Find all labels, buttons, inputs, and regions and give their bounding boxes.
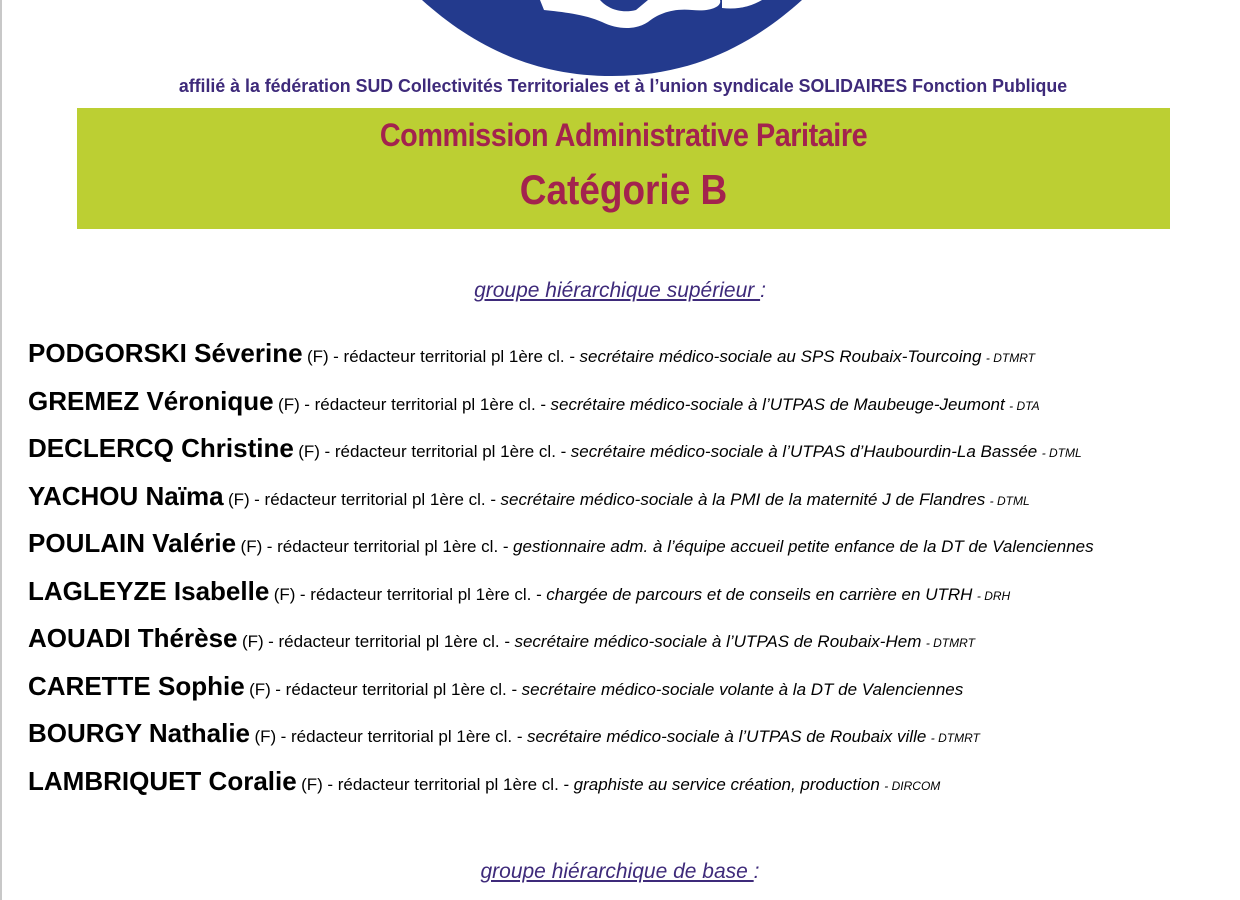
member-gender: (F) [273,584,296,604]
member-post: graphiste au service création, production [573,774,880,794]
union-logo [422,0,802,78]
member-direction: - DTMRT [925,636,975,650]
member-row [28,428,1228,476]
member-row [28,333,1228,381]
member-list [28,333,1228,808]
member-name: AOUADI Thérèse [28,623,238,653]
member-grade: - rédacteur territorial pl 1ère cl. - [299,584,542,604]
group-title-base-label: groupe hiérarchique de base [480,860,754,883]
member-name: POULAIN Valérie [28,528,237,558]
member-name: PODGORSKI Séverine [28,338,303,368]
member-post: secrétaire médico-sociale volante à la DT de Valenciennes [521,679,964,699]
member-grade: - rédacteur territorial pl 1ère cl. - [324,442,567,461]
member-grade: - rédacteur territorial pl 1ère cl. - [275,679,518,699]
member-post: secrétaire médico-sociale à l’UTPAS de Maubeuge-Jeumont [550,394,1005,414]
member-post: chargée de parcours et de conseils en carrière en UTRH [546,584,973,604]
member-gender: (F) [228,489,250,509]
member-name: LAMBRIQUET Coralie [28,765,297,796]
member-post: secrétaire médico-sociale à l’UTPAS de Roubaix-Hem [514,632,922,651]
page-left-border [0,0,2,900]
member-direction: - DTML [1041,446,1082,460]
group-title-superior-colon: : [760,279,766,302]
title-banner [77,108,1170,229]
member-gender: (F) [249,679,271,699]
member-direction: - DTA [1009,398,1040,413]
member-post: secrétaire médico-sociale à l’UTPAS d’Haubourdin-La Bassée [570,442,1038,461]
member-row [28,761,1228,809]
member-grade: - rédacteur territorial pl 1ère cl. - [268,632,510,651]
banner-subtitle: Catégorie B [519,166,728,213]
member-name: CARETTE Sophie [28,670,245,701]
member-row [28,618,1228,666]
member-gender: (F) [301,774,323,794]
member-grade: - rédacteur territorial pl 1ère cl. - [304,394,547,414]
member-gender: (F) [240,537,263,556]
member-gender: (F) [254,727,277,746]
member-row [28,523,1228,571]
member-name: BOURGY Nathalie [28,718,251,748]
member-direction: - DIRCOM [884,778,941,793]
member-row [28,571,1228,619]
member-gender: (F) [241,632,264,651]
member-post: gestionnaire adm. à l’équipe accueil petite enfance de la DT de Valenciennes [513,537,1094,556]
member-direction: - DTMRT [930,731,980,745]
member-post: secrétaire médico-sociale à l’UTPAS de Roubaix ville [526,727,927,746]
member-direction: - DRH [976,588,1011,603]
member-grade: - rédacteur territorial pl 1ère cl. - [254,489,497,509]
affiliation-text: affilié à la fédération SUD Collectivités Territoriales et à l’union syndicale SOLIDAIRES Fonction Publique [178,76,1068,96]
group-title-superior [0,279,1240,303]
member-direction: - DTMRT [985,351,1035,365]
member-post: secrétaire médico-sociale au SPS Roubaix-Tourcoing [579,347,982,366]
member-direction: - DTML [989,493,1030,508]
member-gender: (F) [278,394,300,414]
member-grade: - rédacteur territorial pl 1ère cl. - [333,347,576,366]
banner-title: Commission Administrative Paritaire [379,117,868,153]
member-grade: - rédacteur territorial pl 1ère cl. - [327,774,570,794]
member-name: LAGLEYZE Isabelle [28,575,270,606]
member-name: GREMEZ Véronique [28,385,274,416]
member-grade: - rédacteur territorial pl 1ère cl. - [280,727,523,746]
member-gender: (F) [307,347,329,366]
group-title-base [0,860,1240,884]
member-row [28,666,1228,714]
member-post: secrétaire médico-sociale à la PMI de la maternité J de Flandres [500,489,986,509]
group-title-base-colon: : [753,860,760,883]
member-row [28,381,1228,429]
member-row [28,476,1228,524]
member-name: YACHOU Naïma [28,480,224,511]
member-name: DECLERCQ Christine [28,433,294,463]
member-row [28,713,1228,761]
group-title-superior-label: groupe hiérarchique supérieur [474,279,761,302]
member-gender: (F) [298,442,320,461]
member-grade: - rédacteur territorial pl 1ère cl. - [266,537,509,556]
